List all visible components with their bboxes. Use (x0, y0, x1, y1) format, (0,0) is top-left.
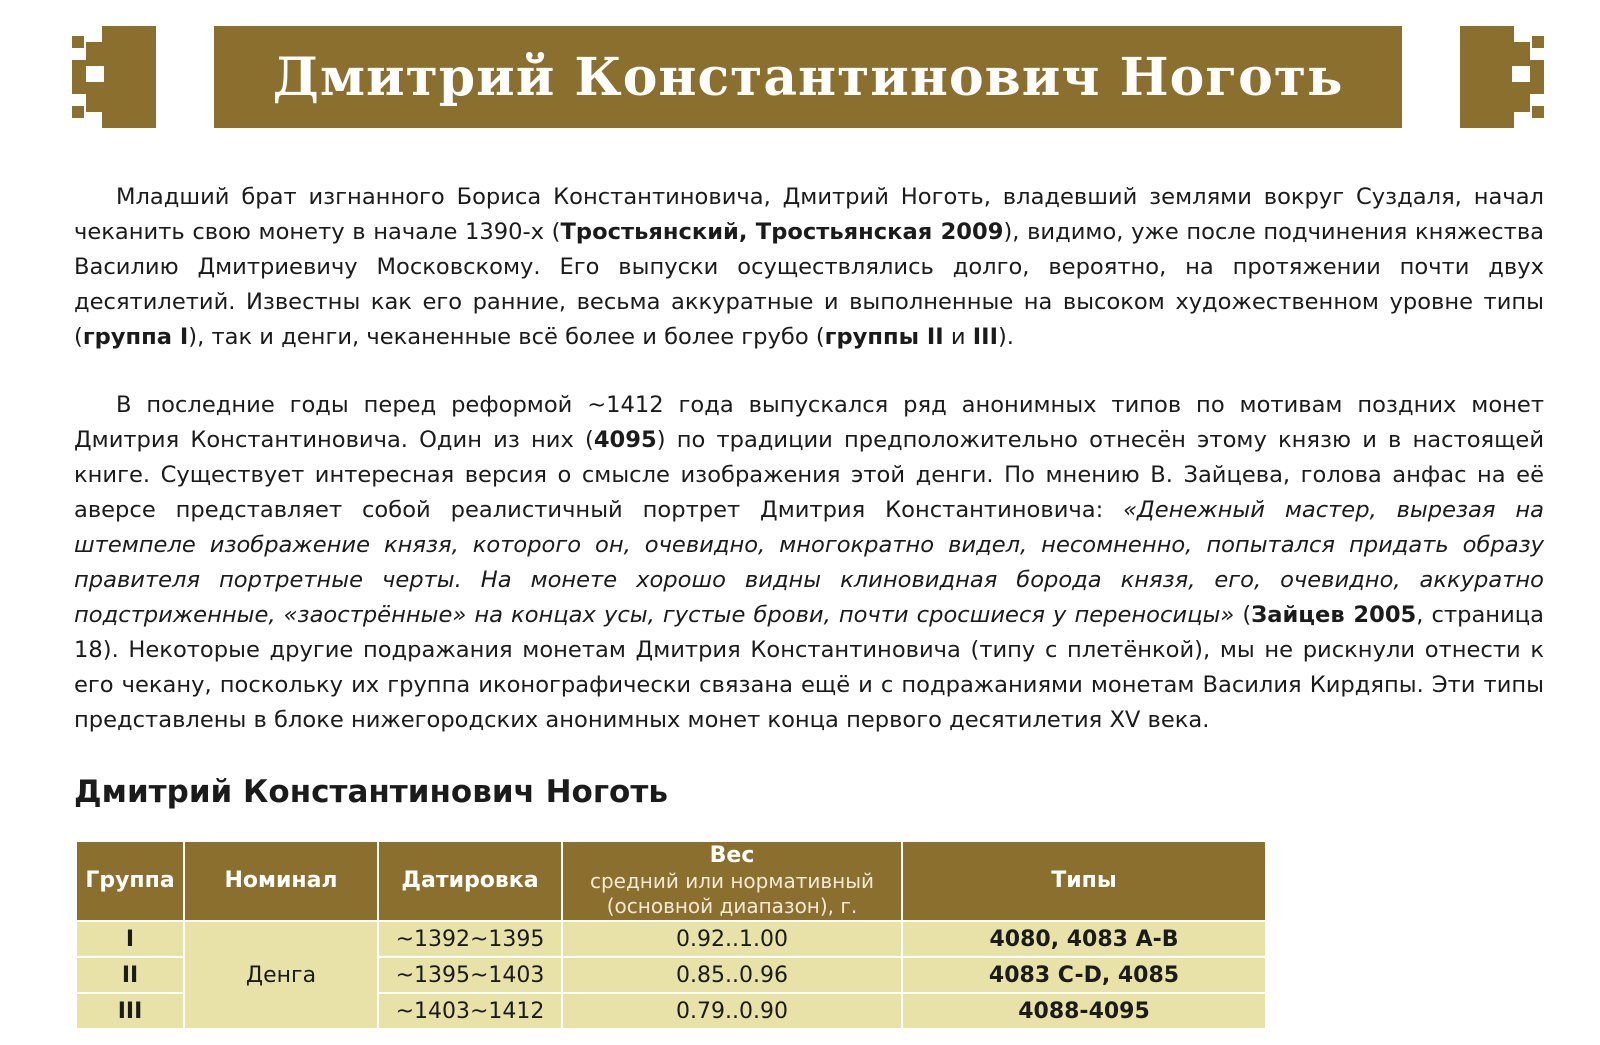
cell-types: 4083 C-D, 4085 (902, 957, 1266, 993)
citation-reference: Зайцев 2005 (1251, 602, 1417, 628)
citation-reference: Тростьянский, Тростьянская 2009 (560, 219, 1004, 245)
coin-groups-table (75, 840, 1267, 1030)
page-header (0, 0, 1600, 150)
group-reference: группа I (82, 324, 189, 350)
text-segment: В последние годы перед реформой ~1412 года выпускался ряд анонимных типов по мотивам поздних монет Дмитрия Константиновича. Один из них ( (74, 392, 1544, 453)
cell-types: 4080, 4083 A-B (902, 921, 1266, 957)
title-banner (214, 26, 1402, 128)
weight-header-subtitle: средний или нормативный (589, 869, 875, 893)
section-title: Дмитрий Константинович Ноготь (74, 774, 668, 810)
text-segment: ), так и денги, чеканенные всё более и более грубо ( (188, 324, 825, 350)
page-title: Дмитрий Константинович Ноготь (272, 46, 1344, 108)
col-header-nominal: Номинал (184, 841, 378, 921)
text-segment: , страница 18). Некоторые другие подражания монетам Дмитрия Константиновича (типу с плетёнкой), мы не рискнули отнести к его чекану, поскольку их группа иконографически связана ещё и с подражаниями монетам Василия Кирдяпы. Эти типы представлены в блоке нижегородских анонимных монет конца первого десятилетия XV века. (74, 602, 1544, 733)
group-reference: III (972, 324, 998, 350)
paragraph-1 (74, 180, 1544, 355)
weight-header-title: Вес (709, 843, 755, 868)
weight-header-subtitle: (основной диапазон), г. (606, 894, 858, 918)
right-ornament (1460, 26, 1544, 128)
col-header-group: Группа (76, 841, 184, 921)
cell-weight: 0.79..0.90 (562, 993, 902, 1029)
table-header-row (76, 841, 1266, 921)
text-segment: ( (1234, 602, 1252, 628)
text-segment: ). (997, 324, 1014, 350)
left-ornament (72, 26, 156, 128)
type-reference: 4095 (593, 427, 657, 453)
text-segment: ) по традиции предположительно отнесён этому князю и в настоящей книге. Существует интересная версия о смысле изображения этой денги. По мнению В. Зайцева, голова анфас на её аверсе представляет собой реалистичный портрет Дмитрия Константиновича: (74, 427, 1544, 523)
cell-weight: 0.85..0.96 (562, 957, 902, 993)
text-segment: Младший брат изгнанного Бориса Константиновича, Дмитрий Ноготь, владевший землями вокруг Суздаля, начал чеканить свою монету в начале 1390-х ( (74, 184, 1544, 245)
cell-group: I (76, 921, 184, 957)
article-body (74, 180, 1544, 738)
col-header-dating: Датировка (378, 841, 562, 921)
cell-types: 4088-4095 (902, 993, 1266, 1029)
text-segment: ), видимо, уже после подчинения княжества Василию Дмитриевичу Московскому. Его выпуски осуществлялись долго, вероятно, на протяжении почти двух десятилетий. Известны как его ранние, весьма аккуратные и выполненные на высоком художественном уровне типы ( (74, 219, 1544, 350)
quotation: «Денежный мастер, вырезая на штемпеле изображение князя, которого он, очевидно, многократно видел, несомненно, попытался придать образу правителя портретные черты. На монете хорошо видны клиновидная борода князя, его, очевидно, аккуратно подстриженные, «заострённые» на концах усы, густые брови, почти сросшиеся у переносицы» (74, 497, 1544, 628)
table-row (76, 921, 1266, 957)
cell-group: II (76, 957, 184, 993)
group-reference: группы II (824, 324, 944, 350)
paragraph-2 (74, 388, 1544, 738)
cell-nominal: Денга (184, 921, 378, 1029)
text-segment: и (943, 324, 973, 350)
cell-dating: ~1403~1412 (378, 993, 562, 1029)
cell-weight: 0.92..1.00 (562, 921, 902, 957)
col-header-weight (562, 841, 902, 921)
cell-dating: ~1392~1395 (378, 921, 562, 957)
cell-group: III (76, 993, 184, 1029)
col-header-types: Типы (902, 841, 1266, 921)
cell-dating: ~1395~1403 (378, 957, 562, 993)
